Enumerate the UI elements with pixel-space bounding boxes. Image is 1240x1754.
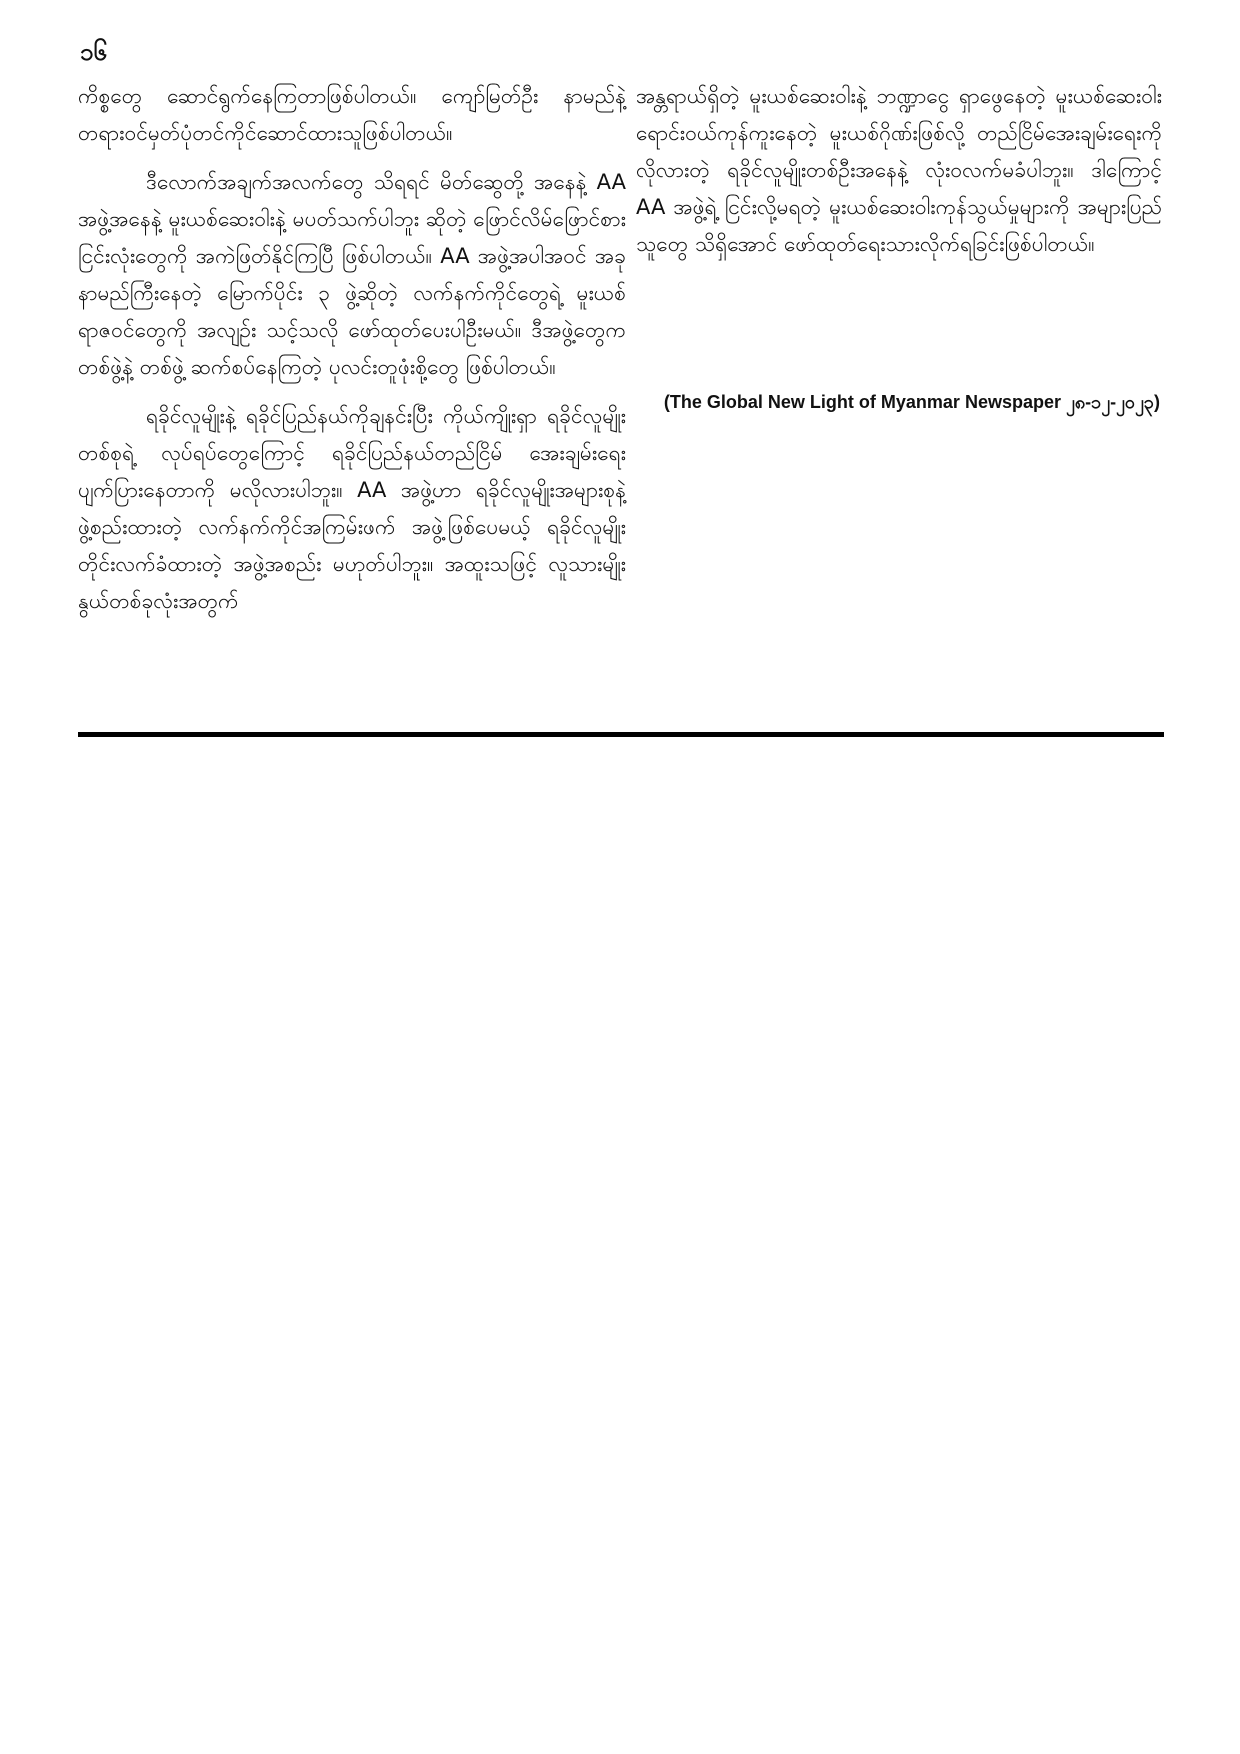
paragraph: အန္တရာယ်ရှိတဲ့ မူးယစ်ဆေးဝါးနဲ့ ဘဏ္ဍာငွေ ရှာဖွေနေတဲ့ မူးယစ်ဆေးဝါးရောင်းဝယ်ကုန်ကူးနေတဲ့ မူးယစ်ဂိုဏ်းဖြစ်လို့ တည်ငြိမ်အေးချမ်းရေးကို လိုလားတဲ့ ရခိုင်လူမျိုးတစ်ဦးအနေနဲ့ လုံးဝလက်မခံပါဘူး။ ဒါကြောင့် AA အဖွဲ့ရဲ့ ငြင်းလို့မရတဲ့ မူးယစ်ဆေးဝါးကုန်သွယ်မှုများကို အများပြည်သူတွေ သိရှိအောင် ဖော်ထုတ်ရေးသားလိုက်ရခြင်းဖြစ်ပါတယ်။ [636, 84, 1162, 256]
paragraph: ကိစ္စတွေ ဆောင်ရွက်နေကြတာဖြစ်ပါတယ်။ ကျော်မြတ်ဦး နာမည်နဲ့ တရားဝင်မှတ်ပုံတင်ကိုင်ဆောင်ထားသူဖြစ်ပါတယ်။ [78, 84, 626, 145]
source-citation: (The Global New Light of Myanmar Newspaper ၂၈-၁၂-၂၀၂၃) [663, 392, 1160, 412]
article-right-column [636, 78, 1162, 275]
paragraph: ဒီလောက်အချက်အလက်တွေ သိရရင် မိတ်ဆွေတို့ အနေနဲ့ AA အဖွဲ့အနေနဲ့ မူးယစ်ဆေးဝါးနဲ့ မပတ်သက်ပါဘူး ဆိုတဲ့ ဖြောင်လိမ်ဖြောင်စား ငြင်းလုံးတွေကို အကဲဖြတ်နိုင်ကြပြီ ဖြစ်ပါတယ်။ AA အဖွဲ့အပါအဝင် အခုနာမည်ကြီးနေတဲ့ မြောက်ပိုင်း ၃ ဖွဲ့ဆိုတဲ့ လက်နက်ကိုင်တွေရဲ့ မူးယစ်ရာဇဝင်တွေကို အလျဉ်း သင့်သလို ဖော်ထုတ်ပေးပါဦးမယ်။ ဒီအဖွဲ့တွေက တစ်ဖွဲ့နဲ့ တစ်ဖွဲ့ ဆက်စပ်နေကြတဲ့ ပုလင်းတူဖုံးစို့တွေ ဖြစ်ပါတယ်။ [78, 170, 626, 379]
page-number: ၁၆ [80, 38, 107, 66]
horizontal-rule [78, 732, 1164, 737]
article-left-column [78, 78, 626, 632]
paragraph: ရခိုင်လူမျိုးနဲ့ ရခိုင်ပြည်နယ်ကိုချနင်းပြီး ကိုယ်ကျိုးရှာ ရခိုင်လူမျိုးတစ်စုရဲ့ လုပ်ရပ်တွေကြောင့် ရခိုင်ပြည်နယ်တည်ငြိမ် အေးချမ်းရေး ပျက်ပြားနေတာကို မလိုလားပါဘူး။ AA အဖွဲ့ဟာ ရခိုင်လူမျိုးအများစုနဲ့ဖွဲ့စည်းထားတဲ့ လက်နက်ကိုင်အကြမ်းဖက် အဖွဲ့ဖြစ်ပေမယ့် ရခိုင်လူမျိုးတိုင်းလက်ခံထားတဲ့ အဖွဲ့အစည်း မဟုတ်ပါဘူး။ အထူးသဖြင့် လူသားမျိုးနွယ်တစ်ခုလုံးအတွက် [78, 404, 626, 613]
